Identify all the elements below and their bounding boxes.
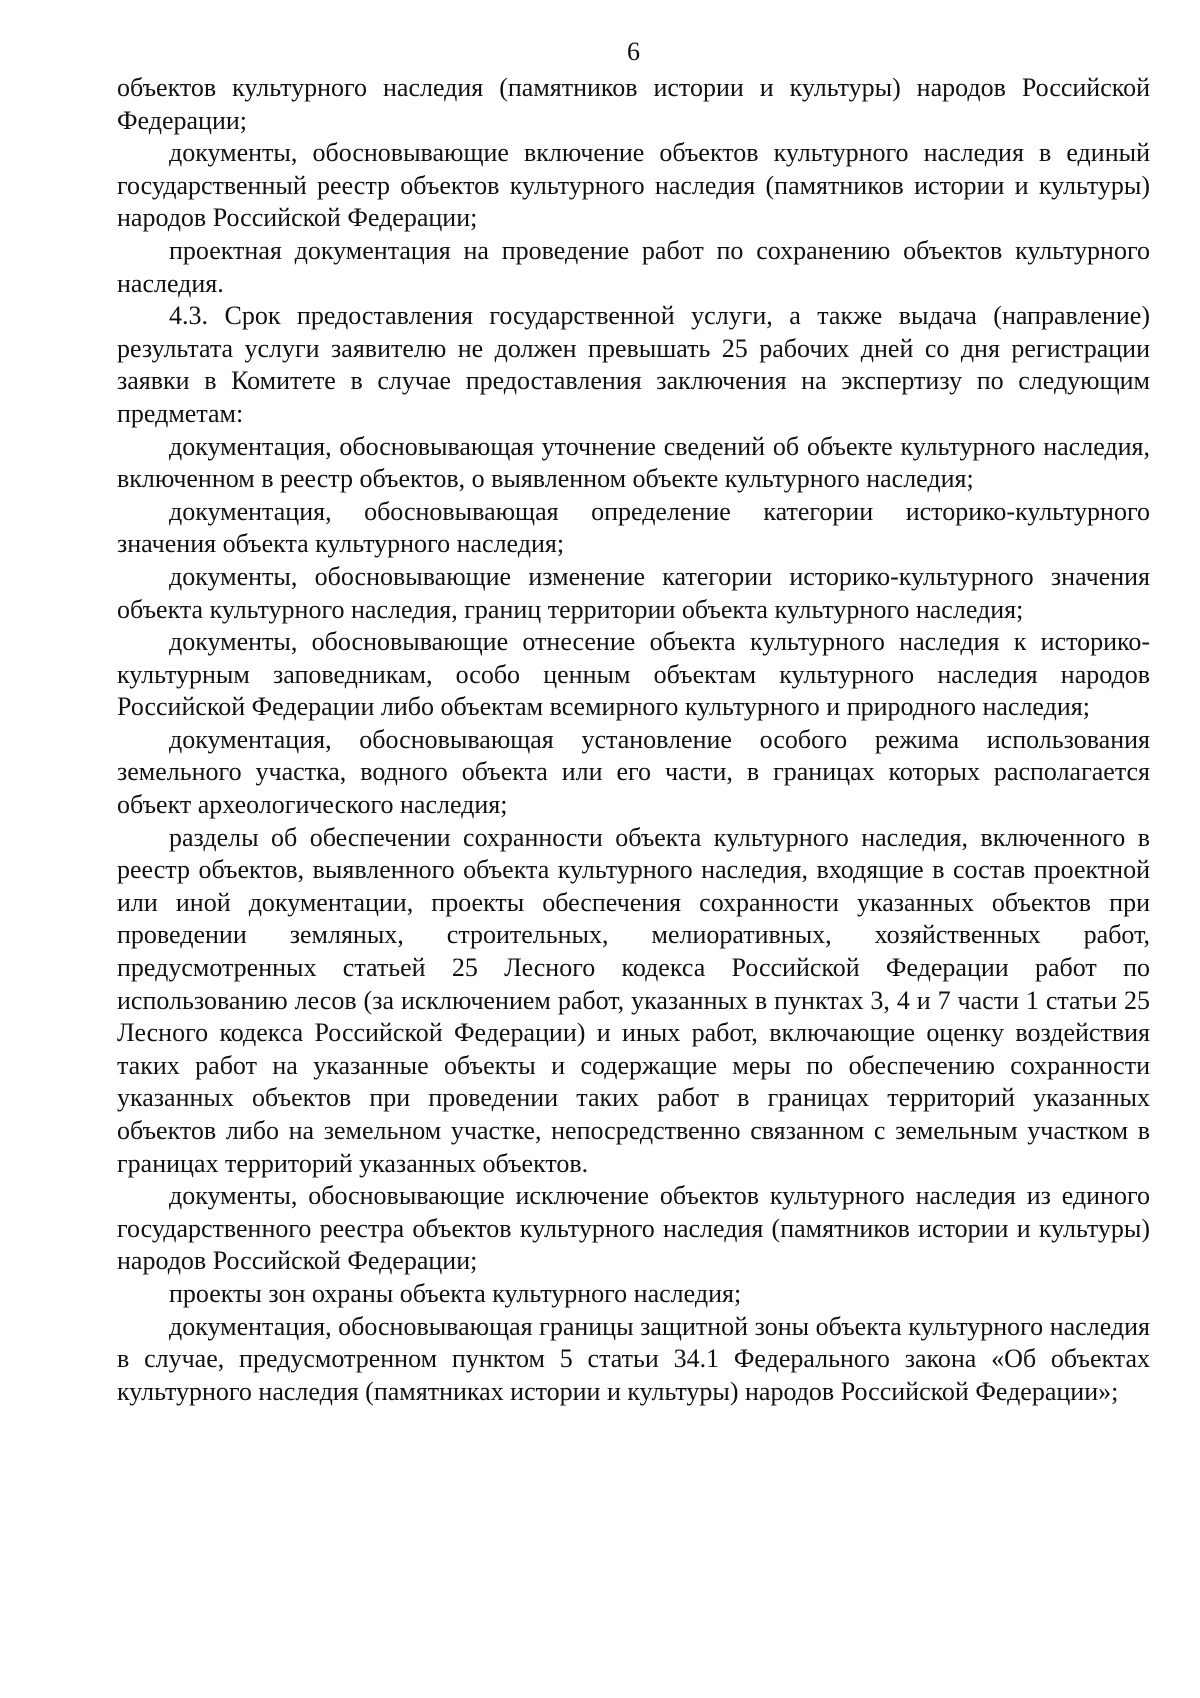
paragraph: документы, обосновывающие включение объектов культурного наследия в единый государственный реестр объектов культурного наследия (памятников истории и культуры) народов Российской Федерации; bbox=[117, 138, 1150, 233]
paragraph: документы, обосновывающие изменение категории историко-культурного значения объекта культурного наследия, границ территории объекта культурного наследия; bbox=[117, 561, 1150, 624]
page-number: 6 bbox=[627, 37, 640, 66]
paragraph: объектов культурного наследия (памятников истории и культуры) народов Российской Федерации; bbox=[117, 73, 1150, 135]
document-page bbox=[117, 36, 1150, 1408]
paragraph: документация, обосновывающая границы защитной зоны объекта культурного наследия в случае, предусмотренном пунктом 5 статьи 34.1 Федерального закона «Об объектах культурного наследия (памятниках истории и культуры) народов Российской Федерации»; bbox=[117, 1311, 1150, 1406]
paragraph: проекты зон охраны объекта культурного наследия; bbox=[169, 1278, 742, 1308]
paragraph: проектная документация на проведение работ по сохранению объектов культурного наследия. bbox=[117, 235, 1150, 298]
paragraph: разделы об обеспечении сохранности объекта культурного наследия, включенного в реестр объектов, выявленного объекта культурного наследия, входящие в состав проектной или иной документации, проекты обеспечения сохранности указанных объектов при проведении земляных, строительных, мелиоративных, хозяйственных работ, предусмотренных статьей 25 Лесного кодекса Российской Федерации работ по использованию лесов (за исключением работ, указанных в пунктах 3, 4 и 7 части 1 статьи 25 Лесного кодекса Российской Федерации) и иных работ, включающие оценку воздействия таких работ на указанные объекты и содержащие меры по обеспечению сохранности указанных объектов при проведении таких работ в границах территорий указанных объектов либо на земельном участке, непосредственно связанном с земельным участком в границах территорий указанных объектов. bbox=[117, 822, 1150, 1178]
paragraph: документация, обосновывающая уточнение сведений об объекте культурного наследия, включенном в реестр объектов, о выявленном объекте культурного наследия; bbox=[117, 431, 1150, 494]
paragraph: документы, обосновывающие исключение объектов культурного наследия из единого государственного реестра объектов культурного наследия (памятников истории и культуры) народов Российской Федерации; bbox=[117, 1181, 1150, 1276]
paragraph: 4.3. Срок предоставления государственной услуги, а также выдача (направление) результата услуги заявителю не должен превышать 25 рабочих дней со дня регистрации заявки в Комитете в случае предоставления заключения на экспертизу по следующим предметам: bbox=[117, 301, 1150, 428]
document-body bbox=[117, 72, 1150, 1408]
paragraph: документация, обосновывающая установление особого режима использования земельного участка, водного объекта или его части, в границах которых располагается объект археологического наследия; bbox=[117, 724, 1150, 820]
paragraph: документация, обосновывающая определение категории историко-культурного значения объекта культурного наследия; bbox=[117, 496, 1150, 559]
paragraph: документы, обосновывающие отнесение объекта культурного наследия к историко-культурным заповедникам, особо ценным объектам культурного наследия народов Российской Федерации либо объектам всемирного культурного и природного наследия; bbox=[117, 627, 1150, 722]
